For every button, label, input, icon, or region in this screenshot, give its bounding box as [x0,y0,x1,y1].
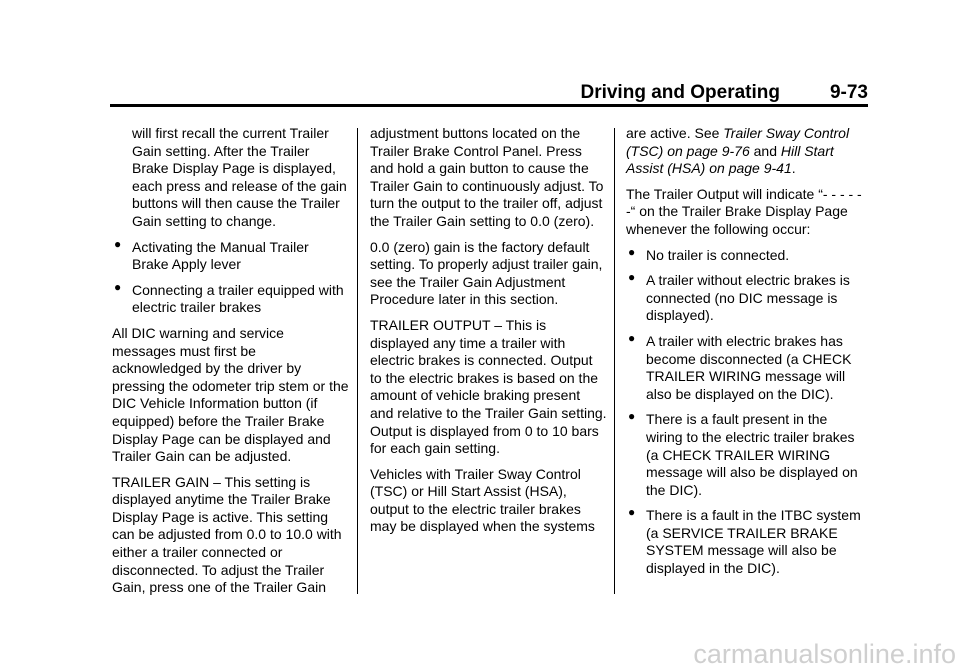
text-run: . [791,160,796,177]
bullet-icon: ● [114,236,122,251]
column-1 [112,125,349,605]
paragraph: TRAILER GAIN – This setting is displayed anytime the Trailer Brake Display Page is active. This setting can be adjusted from 0.0 to 10.0 with either a trailer connected or disconnected. To adjust the Trailer Gain, press one of the Trailer Gain [112,473,342,596]
list-item [626,244,863,265]
paragraph: 0.0 (zero) gain is the factory default setting. To properly adjust trailer gain, see the Trailer Gain Adjustment Procedure later in this section. [370,238,603,308]
bullet-icon: ● [628,270,636,285]
paragraph: All DIC warning and service messages must first be acknowledged by the driver by pressing the odometer trip stem or the DIC Vehicle Information button (if equipped) before the Trailer Brake Display Page can be displayed and Trailer Gain can be adjusted. [112,324,349,465]
paragraph: Vehicles with Trailer Sway Control (TSC) or Hill Start Assist (HSA), output to the electric trailer brakes may be displayed when the systems [370,465,595,535]
list-item-text: A trailer without electric brakes is connected (no DIC message is displayed). [646,272,850,324]
cross-reference-link-hsa[interactable]: Hill Start Assist (HSA) on page 9-41 [626,142,834,177]
bullet-icon: ● [628,330,636,345]
page-number: 9-73 [829,82,868,103]
list-item-text: There is a fault present in the wiring to the electric trailer brakes (a CHECK TRAILER WIRING message will also be displayed on the DIC). [646,411,858,498]
list-item [626,330,863,403]
list-item-text: Connecting a trailer equipped with electric trailer brakes [132,281,344,316]
page-header [110,78,868,106]
bullet-icon: ● [114,279,122,294]
bullet-icon: ● [628,244,636,259]
list-item [626,411,863,499]
column-divider-2 [614,128,615,594]
paragraph: The Trailer Output will indicate “- - - - - -“ on the Trailer Brake Display Page whenever the following occur: [626,185,862,237]
watermark: carmanualsonline.info [693,639,956,669]
list-item [112,279,349,317]
text-run: are active. See [626,125,724,141]
cross-reference-link-tsc[interactable]: Trailer Sway Control (TSC) on page 9-76 [626,125,850,159]
column-2 [370,125,607,544]
column-divider-1 [357,128,358,594]
text-run: and [749,142,781,159]
column-3 [626,125,863,586]
bullet-icon: ● [628,505,636,520]
paragraph [626,125,863,178]
list-item-text: There is a fault in the ITBC system (a SERVICE TRAILER BRAKE SYSTEM message will also be displayed in the DIC). [646,507,861,577]
list-item-text: Activating the Manual Trailer Brake Apply lever [132,238,309,273]
continued-bullet-text: will first recall the current Trailer Gain setting. After the Trailer Brake Display Page is displayed, each press and release of the gain buttons will then cause the Trailer Gain setting to change. [132,125,347,229]
bullet-icon: ● [628,409,636,424]
paragraph: adjustment buttons located on the Trailer Brake Control Panel. Press and hold a gain button to cause the Trailer Gain to continuously adjust. To turn the output to the trailer off, adjust the Trailer Gain setting to 0.0 (zero). [370,125,604,229]
list-item [626,507,863,577]
list-item-text: No trailer is connected. [646,246,790,263]
section-title: Driving and Operating [580,82,780,103]
list-item [112,236,349,274]
header-rule [110,104,868,107]
list-item-text: A trailer with electric brakes has become disconnected (a CHECK TRAILER WIRING message will also be displayed on the DIC). [646,332,852,402]
paragraph: TRAILER OUTPUT – This is displayed any time a trailer with electric brakes is connected. Output to the electric brakes is based on the amount of vehicle braking present and relative to the Trailer Gain setting. Output is displayed from 0 to 10 bars for each gain setting. [370,316,607,457]
list-item [626,272,863,325]
